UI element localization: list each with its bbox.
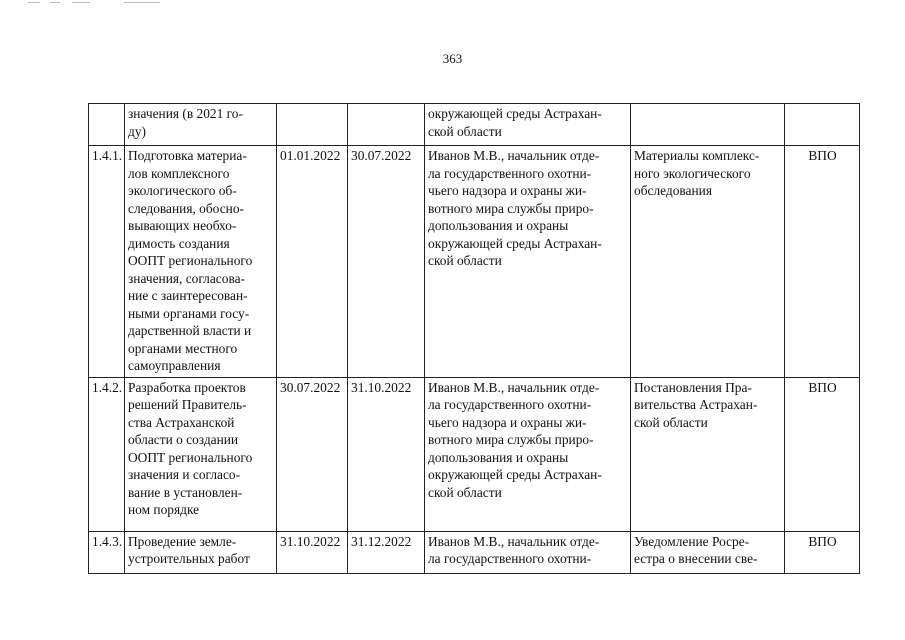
row-number-cell: 1.4.1. [89,146,125,378]
source-cell: ВПО [785,531,860,573]
start-date-cell: 30.07.2022 [277,377,348,531]
result-cell: Материалы комплекс- ного экологического обследования [631,146,785,378]
responsible-cell: Иванов М.В., начальник отде- ла государственного охотни- [425,531,631,573]
row-number-cell: 1.4.2. [89,377,125,531]
responsible-cell: окружающей среды Астрахан- ской области [425,104,631,146]
table-row [89,531,860,573]
table-row [89,377,860,531]
row-number-cell [89,104,125,146]
end-date-cell: 31.12.2022 [348,531,425,573]
row-number-cell: 1.4.3. [89,531,125,573]
table-row [89,146,860,378]
start-date-cell: 01.01.2022 [277,146,348,378]
scan-artifact-marks [28,2,178,5]
end-date-cell: 30.07.2022 [348,146,425,378]
action-plan-table [88,103,860,574]
result-cell: Уведомление Росре- естра о внесении све- [631,531,785,573]
end-date-cell [348,104,425,146]
activity-name-cell: значения (в 2021 го- ду) [125,104,277,146]
activity-name-cell: Подготовка материа- лов комплексного экологического об- следования, обосно- вывающих необхо- димость создания ООПТ регионального значения, согласова- ние с заинтересован- ными органами госу- дарственной власти и органами местного самоуправления [125,146,277,378]
result-cell [631,104,785,146]
result-cell: Постановления Пра- вительства Астрахан- ской области [631,377,785,531]
source-cell: ВПО [785,377,860,531]
start-date-cell: 31.10.2022 [277,531,348,573]
end-date-cell: 31.10.2022 [348,377,425,531]
start-date-cell [277,104,348,146]
activity-name-cell: Проведение земле- устроительных работ [125,531,277,573]
table-row [89,104,860,146]
activity-name-cell: Разработка проектов решений Правитель- ства Астраханской области о создании ООПТ регионального значения и согласо- вание в установлен- ном порядке [125,377,277,531]
responsible-cell: Иванов М.В., начальник отде- ла государственного охотни- чьего надзора и охраны жи- вотного мира службы приро- допользования и охраны окружающей среды Астрахан- ской области [425,377,631,531]
source-cell [785,104,860,146]
page-number: 363 [442,51,463,66]
source-cell: ВПО [785,146,860,378]
responsible-cell: Иванов М.В., начальник отде- ла государственного охотни- чьего надзора и охраны жи- вотного мира службы приро- допользования и охраны окружающей среды Астрахан- ской области [425,146,631,378]
